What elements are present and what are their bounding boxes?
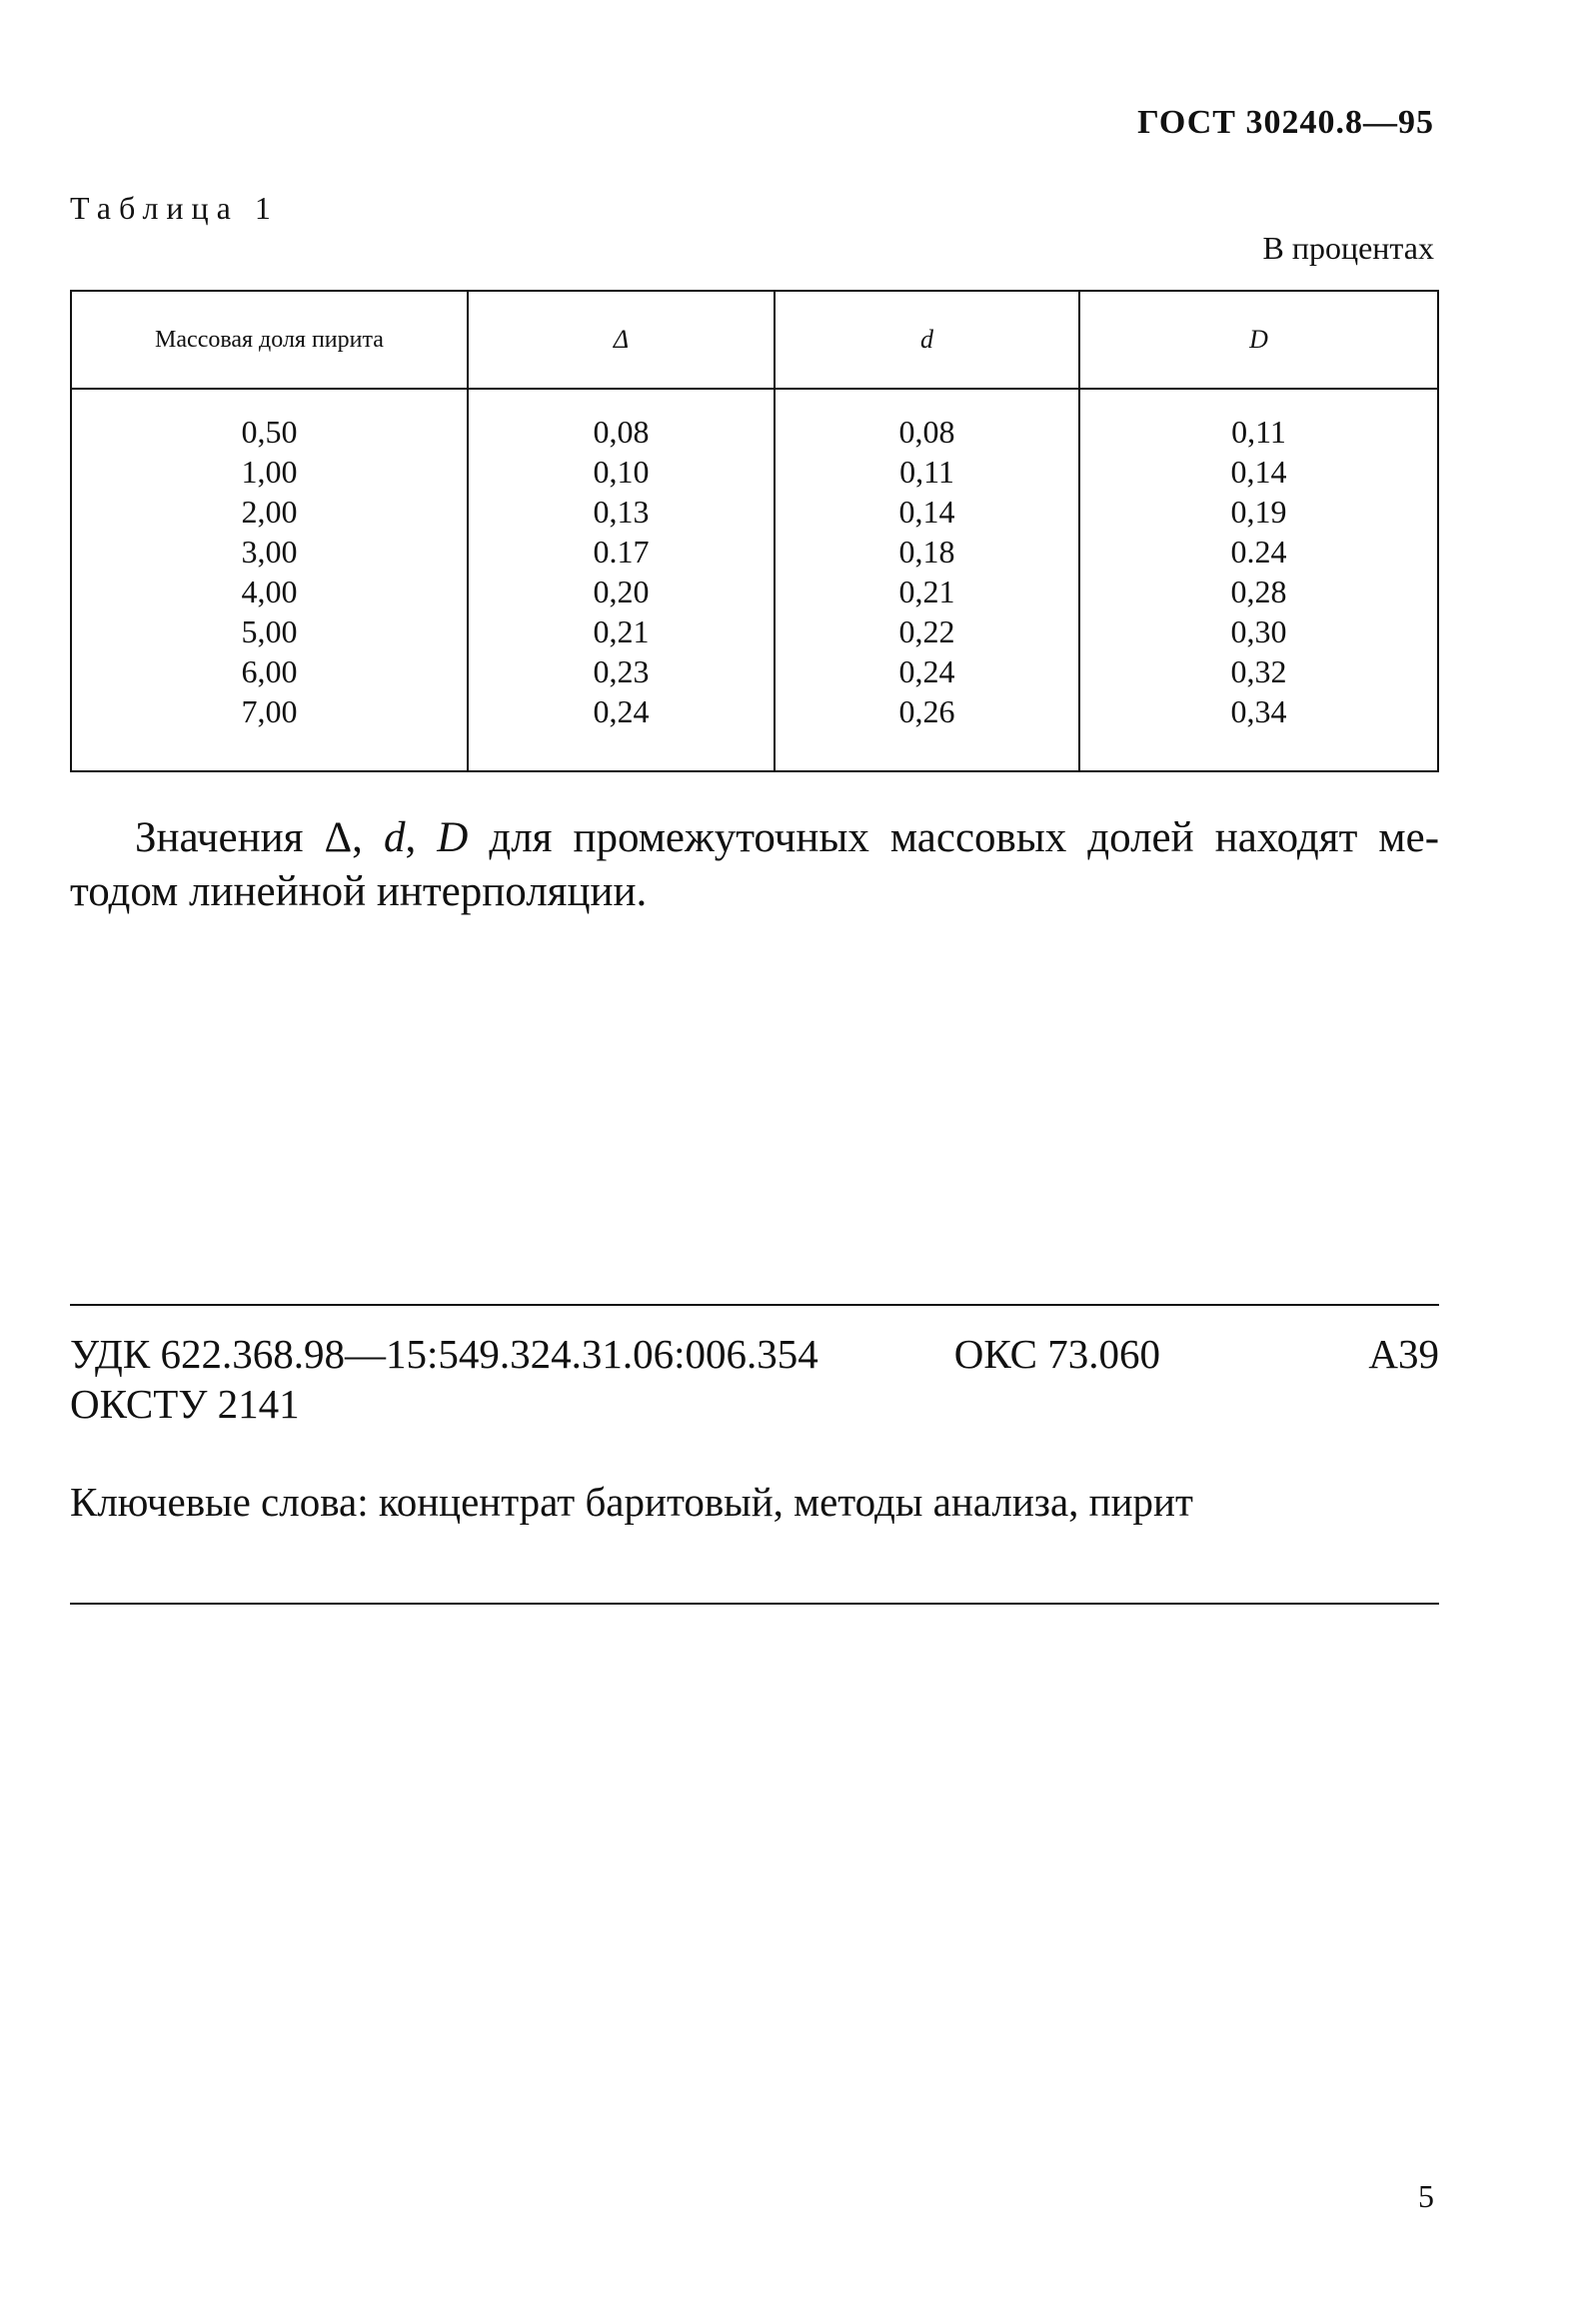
table-cell: 0,26	[898, 693, 955, 729]
table-cell: 0,08	[593, 414, 650, 450]
note-line-1: Значения Δ, d, D для промежуточных массовых долей находят ме-	[135, 814, 1440, 861]
table-header	[72, 292, 1437, 390]
divider-top	[70, 1304, 1439, 1306]
column-D	[1080, 390, 1437, 770]
column-d	[776, 390, 1080, 770]
table-cell: 0.17	[593, 534, 650, 570]
note-text-1: для промежуточных массовых долей находят ме-	[489, 814, 1440, 861]
table-cell: 1,00	[241, 454, 298, 490]
okstu-code: ОКСТУ 2141	[70, 1381, 300, 1427]
table-cell: 3,00	[241, 534, 298, 570]
table-cell: 0,34	[1230, 693, 1287, 729]
table-cell: 0,21	[898, 574, 955, 609]
column-pyrite	[72, 390, 469, 770]
note-text-2: тодом линейной интерполяции.	[70, 868, 648, 915]
table-cell: 0,18	[898, 534, 955, 570]
note-symbol-d: d	[383, 814, 406, 861]
table-label: Таблица 1	[70, 190, 279, 226]
table-cell: 7,00	[241, 693, 298, 729]
table-cell: 0,13	[593, 494, 650, 530]
table-cell: 5,00	[241, 613, 298, 649]
table-units: В процентах	[1262, 230, 1434, 266]
interpolation-note	[70, 811, 1439, 919]
table-cell: 0,14	[1230, 454, 1287, 490]
table-cell: 4,00	[241, 574, 298, 609]
table-cell: 0,14	[898, 494, 955, 530]
divider-bottom	[70, 1603, 1439, 1605]
table-cell: 0,24	[898, 653, 955, 689]
classifier-code: А39	[1368, 1331, 1439, 1377]
table-cell: 0,10	[593, 454, 650, 490]
note-symbol-delta: Δ	[324, 814, 353, 861]
table-cell: 0,24	[593, 693, 650, 729]
table-cell: 0,21	[593, 613, 650, 649]
table-cell: 0,11	[899, 454, 954, 490]
column-header-D: D	[1249, 325, 1268, 354]
table-cell: 0,50	[241, 414, 298, 450]
oks-code: ОКС 73.060	[953, 1331, 1161, 1377]
table-cell: 2,00	[241, 494, 298, 530]
keywords: Ключевые слова: концентрат баритовый, методы анализа, пирит	[70, 1479, 1193, 1525]
udk-code: УДК 622.368.98—15:549.324.31.06:006.354	[70, 1331, 818, 1377]
table-cell: 0,08	[898, 414, 955, 450]
table-cell: 0,22	[898, 613, 955, 649]
biblio-line-1	[70, 1329, 1439, 1379]
column-delta	[469, 390, 776, 770]
column-header-pyrite: Массовая доля пирита	[72, 292, 469, 388]
table-cell: 0,32	[1230, 653, 1287, 689]
table-cell: 0,23	[593, 653, 650, 689]
data-table	[70, 290, 1439, 772]
table-cell: 0,30	[1230, 613, 1287, 649]
page-number: 5	[1418, 2178, 1434, 2214]
table-cell: 0.24	[1230, 534, 1287, 570]
table-cell: 0,28	[1230, 574, 1287, 609]
note-symbol-D: D	[437, 814, 469, 861]
table-cell: 0,20	[593, 574, 650, 609]
note-lead: Значения	[135, 814, 304, 861]
standard-code: ГОСТ 30240.8—95	[1137, 104, 1434, 141]
column-header-delta: Δ	[469, 292, 776, 388]
table-cell: 0,11	[1231, 414, 1286, 450]
table-body	[72, 390, 1437, 770]
column-header-d: d	[776, 292, 1080, 388]
table-cell: 6,00	[241, 653, 298, 689]
table-cell: 0,19	[1230, 494, 1287, 530]
